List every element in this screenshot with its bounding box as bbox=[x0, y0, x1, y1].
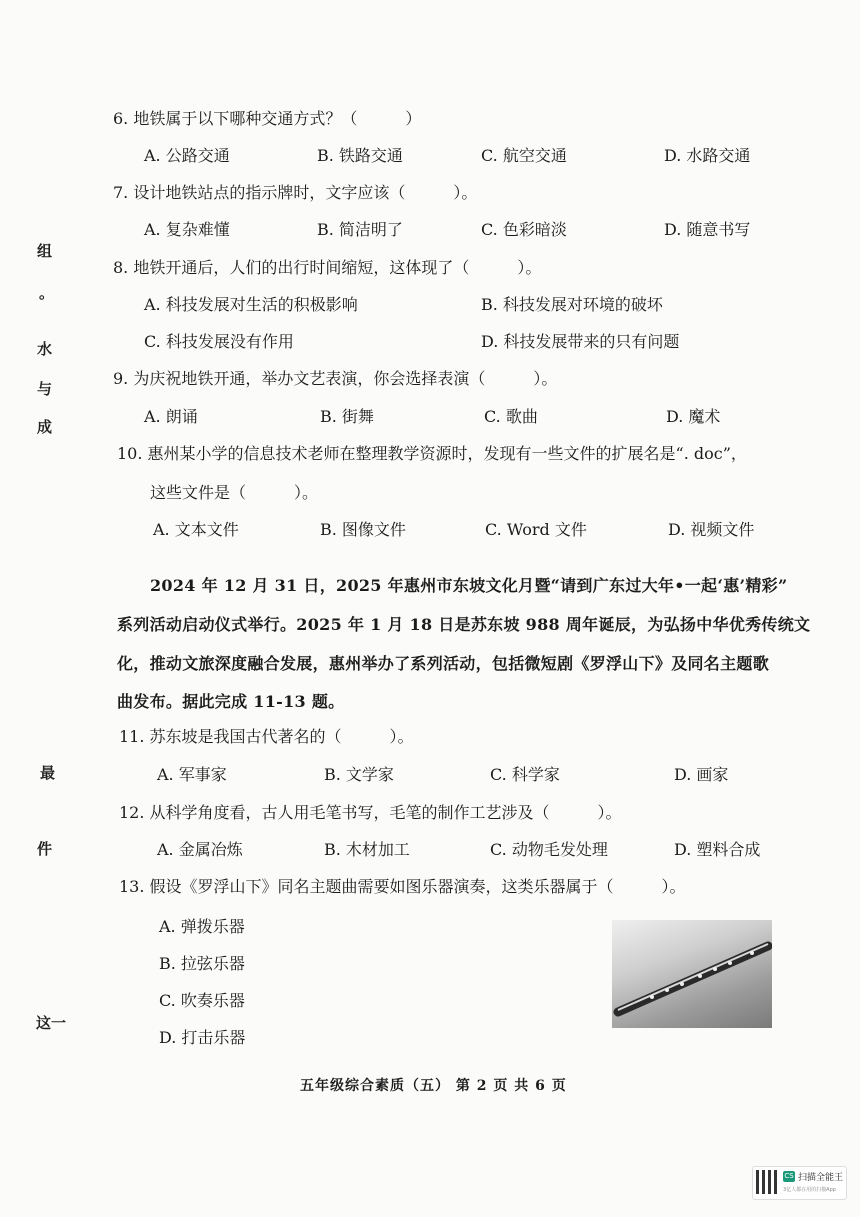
question-6: 6. 地铁属于以下哪种交通方式？（ ） bbox=[113, 109, 422, 128]
question-13: 13. 假设《罗浮山下》同名主题曲需要如图乐器演奏，这类乐器属于（ ）。 bbox=[119, 877, 686, 896]
question-12: 12. 从科学角度看，古人用毛笔书写，毛笔的制作工艺涉及（ ）。 bbox=[119, 803, 622, 822]
option-6d: D. 水路交通 bbox=[664, 146, 751, 165]
question-8: 8. 地铁开通后，人们的出行时间缩短，这体现了（ ）。 bbox=[113, 258, 542, 277]
option-12d: D. 塑料合成 bbox=[674, 840, 761, 859]
option-8a: A. 科技发展对生活的积极影响 bbox=[144, 295, 358, 314]
option-11a: A. 军事家 bbox=[157, 765, 227, 784]
camscanner-logo: CS bbox=[784, 1172, 794, 1180]
option-9d: D. 魔术 bbox=[666, 407, 721, 426]
option-10c: C. Word 文件 bbox=[485, 520, 587, 539]
option-10b: B. 图像文件 bbox=[320, 520, 406, 539]
margin-note: 。 bbox=[39, 284, 55, 302]
option-12a: A. 金属冶炼 bbox=[157, 840, 243, 859]
option-11b: B. 文学家 bbox=[324, 765, 394, 784]
option-6a: A. 公路交通 bbox=[144, 146, 230, 165]
option-8b: B. 科技发展对环境的破坏 bbox=[481, 295, 663, 314]
option-10a: A. 文本文件 bbox=[153, 520, 239, 539]
scanner-watermark bbox=[752, 1166, 847, 1200]
option-7a: A. 复杂难懂 bbox=[144, 220, 230, 239]
question-10-cont: 这些文件是（ ）。 bbox=[150, 483, 319, 502]
option-13a: A. 弹拨乐器 bbox=[159, 917, 245, 936]
option-8d: D. 科技发展带来的只有问题 bbox=[481, 332, 680, 351]
passage-line: 系列活动启动仪式举行。2025 年 1 月 18 日是苏东坡 988 周年诞辰，为弘扬中华优秀传统文 bbox=[117, 615, 811, 634]
margin-note: 最 bbox=[40, 764, 56, 782]
flute-icon bbox=[612, 920, 772, 1028]
option-13d: D. 打击乐器 bbox=[159, 1028, 246, 1047]
margin-note: 件 bbox=[37, 840, 53, 858]
question-7: 7. 设计地铁站点的指示牌时，文字应该（ ）。 bbox=[113, 183, 478, 202]
passage-line: 曲发布。据此完成 11-13 题。 bbox=[117, 692, 345, 711]
option-9c: C. 歌曲 bbox=[484, 407, 538, 426]
option-11d: D. 画家 bbox=[674, 765, 729, 784]
option-9a: A. 朗诵 bbox=[144, 407, 198, 426]
option-13b: B. 拉弦乐器 bbox=[159, 954, 245, 973]
option-6b: B. 铁路交通 bbox=[317, 146, 403, 165]
option-8c: C. 科技发展没有作用 bbox=[144, 332, 294, 351]
option-11c: C. 科学家 bbox=[490, 765, 560, 784]
margin-note: 成 bbox=[37, 418, 53, 436]
qr-code-icon bbox=[756, 1170, 780, 1194]
option-10d: D. 视频文件 bbox=[668, 520, 755, 539]
question-9: 9. 为庆祝地铁开通，举办文艺表演，你会选择表演（ ）。 bbox=[113, 369, 558, 388]
question-11: 11. 苏东坡是我国古代著名的（ ）。 bbox=[119, 727, 414, 746]
passage-line: 2024 年 12 月 31 日，2025 年惠州市东坡文化月暨“请到广东过大年•一起‘惠’精彩” bbox=[150, 576, 788, 595]
margin-note: 与 bbox=[37, 380, 53, 398]
page-footer: 五年级综合素质（五） 第 2 页 共 6 页 bbox=[300, 1078, 567, 1094]
scanner-subtitle: 3亿人都在用的扫描App bbox=[783, 1187, 836, 1193]
margin-note: 这一 bbox=[36, 1014, 67, 1032]
option-9b: B. 街舞 bbox=[320, 407, 374, 426]
option-7d: D. 随意书写 bbox=[664, 220, 751, 239]
option-13c: C. 吹奏乐器 bbox=[159, 991, 245, 1010]
option-12c: C. 动物毛发处理 bbox=[490, 840, 608, 859]
margin-note: 组 bbox=[37, 242, 53, 260]
margin-note: 水 bbox=[37, 340, 53, 358]
flute-photo bbox=[612, 920, 772, 1028]
option-12b: B. 木材加工 bbox=[324, 840, 410, 859]
option-6c: C. 航空交通 bbox=[481, 146, 567, 165]
passage-line: 化，推动文旅深度融合发展，惠州举办了系列活动，包括微短剧《罗浮山下》及同名主题歌 bbox=[117, 654, 770, 673]
option-7c: C. 色彩暗淡 bbox=[481, 220, 567, 239]
question-10: 10. 惠州某小学的信息技术老师在整理教学资源时，发现有一些文件的扩展名是“. doc”， bbox=[117, 444, 747, 463]
scanner-title: 扫描全能王 bbox=[798, 1173, 844, 1183]
option-7b: B. 简洁明了 bbox=[317, 220, 403, 239]
